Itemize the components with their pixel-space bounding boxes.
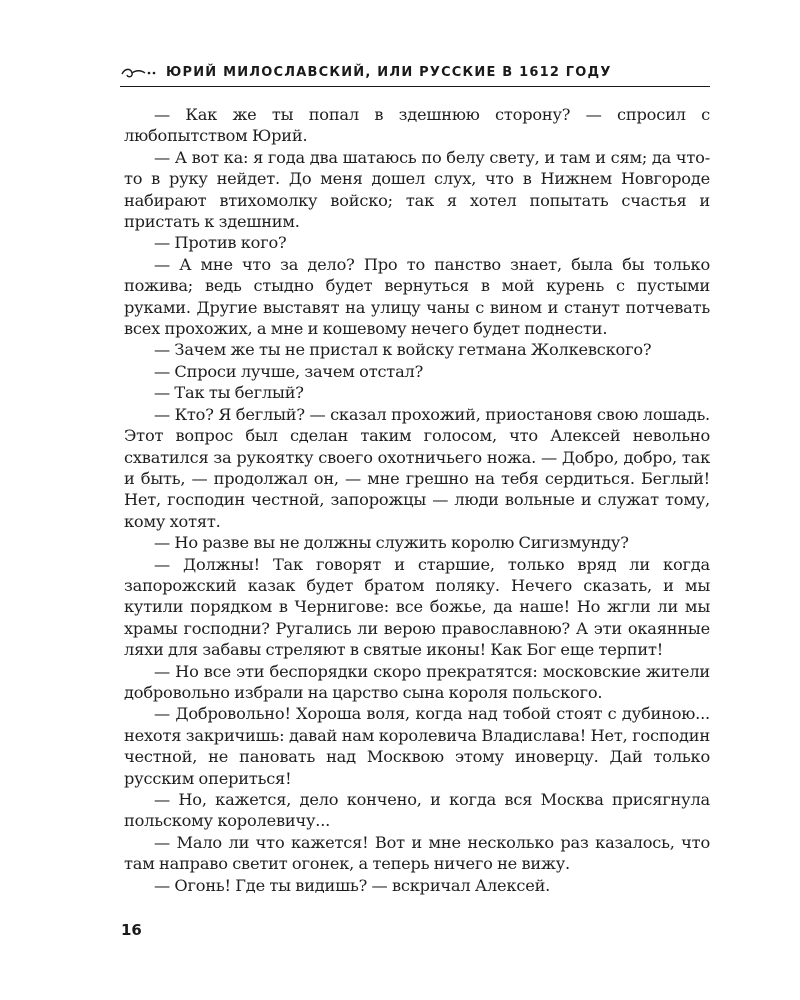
running-header-title: ЮРИЙ МИЛОСЛАВСКИЙ, ИЛИ РУССКИЕ В 1612 ГОДУ xyxy=(166,65,612,80)
running-header xyxy=(120,63,710,89)
paragraph: — Добровольно! Хороша воля, когда над тобой стоят с дубиною... нехотя закричишь: давай нам королевича Владислава! Нет, господин честной, не пановать над Москвою этому иноверцу. Дай только русским опериться! xyxy=(124,704,710,788)
body-text xyxy=(124,104,710,896)
paragraph: — Должны! Так говорят и старшие, только вряд ли когда запорожский казак будет братом поляку. Нечего сказать, и мы кутили порядком в Чернигове: все божье, да наше! Но жгли ли мы храмы господни? Ругались ли верою православною? А эти окаянные ляхи для забавы стреляют в святые иконы! Как Бог еще терпит! xyxy=(124,554,710,660)
paragraph: — Как же ты попал в здешнюю сторону? — спросил с любопытством Юрий. xyxy=(124,105,710,146)
paragraph: — Но разве вы не должны служить королю Сигизмунду? xyxy=(154,533,629,553)
paragraph: — А вот ка: я года два шатаюсь по белу свету, и там и сям; да что-то в руку нейдет. До меня дошел слух, что в Нижнем Новгороде набирают втихомолку войско; так я хотел попытать счастья и пристать к здешним. xyxy=(124,147,710,232)
paragraph: — Спроси лучше, зачем отстал? xyxy=(154,361,424,381)
paragraph: — Кто? Я беглый? — сказал прохожий, приостановя свою лошадь. Этот вопрос был сделан таким голосом, что Алексей невольно схватился за рукоятку своего охотничьего ножа. — Добро, добро, так и быть, — продолжал он, — мне грешно на тебя сердиться. Беглый! Нет, господин честной, запорожцы — люди вольные и служат тому, кому хотят. xyxy=(124,404,710,531)
decorative-flourish-icon xyxy=(120,66,160,80)
paragraph: — Так ты беглый? xyxy=(154,383,304,403)
header-rule xyxy=(120,86,710,87)
paragraph: — Против кого? xyxy=(154,233,287,253)
paragraph: — Мало ли что кажется! Вот и мне несколько раз казалось, что там направо светит огонек, а теперь ничего не вижу. xyxy=(124,832,710,874)
paragraph: — Но, кажется, дело кончено, и когда вся Москва присягнула польскому королевичу... xyxy=(124,790,710,831)
paragraph: — А мне что за дело? Про то панство знает, была бы только пожива; ведь стыдно будет вернуться в мой курень с пустыми руками. Другие выставят на улицу чаны с вином и станут потчевать всех прохожих, а мне и кошевому нечего будет поднести. xyxy=(124,254,710,339)
paragraph: — Зачем же ты не пристал к войску гетмана Жолкевского? xyxy=(154,340,652,360)
paragraph: — Огонь! Где ты видишь? — вскричал Алексей. xyxy=(154,875,551,895)
page-number: 16 xyxy=(121,921,142,939)
paragraph: — Но все эти беспорядки скоро прекратятся: московские жители добровольно избрали на царство сына короля польского. xyxy=(124,661,710,702)
